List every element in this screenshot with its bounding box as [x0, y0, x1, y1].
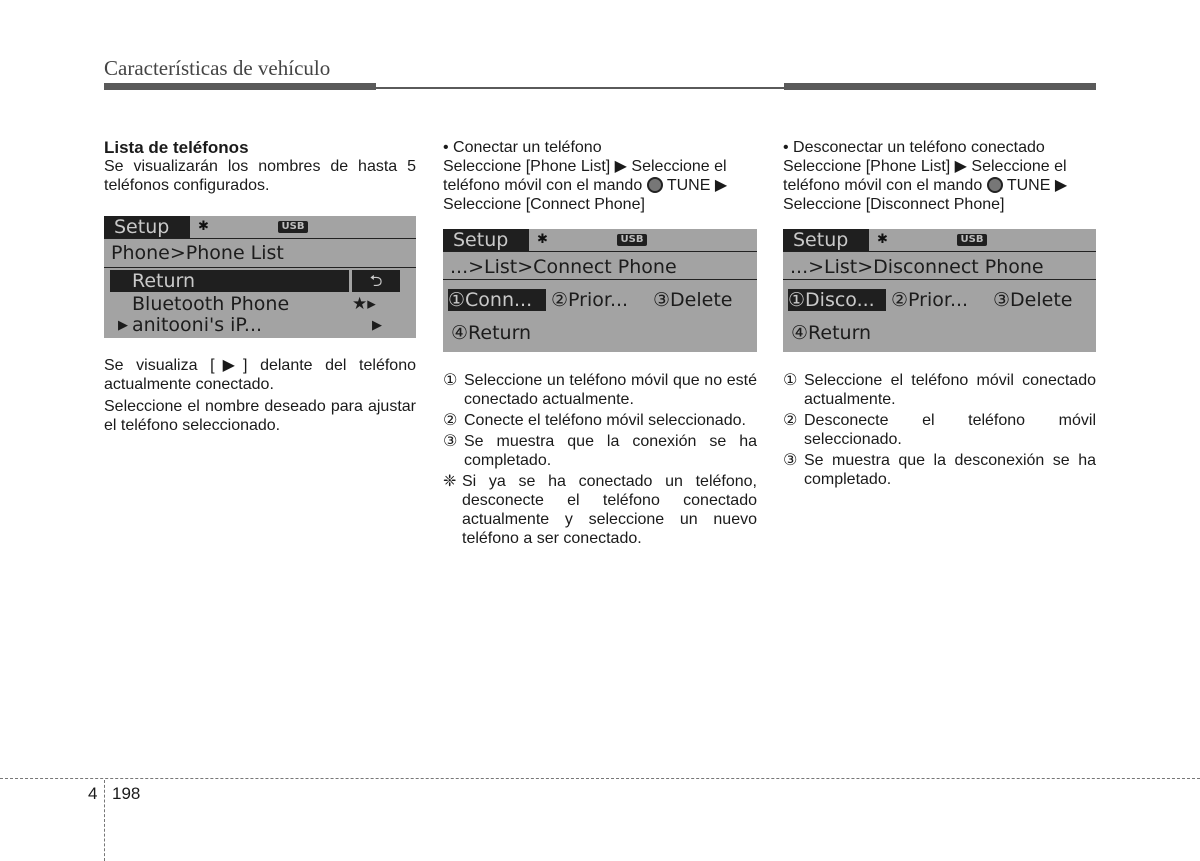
column-phone-list — [104, 138, 416, 195]
lcd-separator — [443, 279, 757, 280]
section-title: Lista de teléfonos — [104, 138, 249, 157]
note-item — [443, 472, 757, 548]
header-title: Características de vehículo — [104, 56, 331, 80]
option-priority[interactable]: ②Prior... — [891, 289, 969, 311]
lcd-phone-list-screen — [104, 216, 416, 338]
lcd-tab-bar — [443, 229, 757, 252]
connect-heading: • Conectar un teléfono — [443, 139, 602, 156]
column-disconnect-phone — [783, 138, 1096, 214]
disconnect-instruction-1: Seleccione [Phone List] ▶ Seleccione el — [783, 158, 1067, 175]
setup-tab: Setup — [443, 229, 529, 251]
option-connect[interactable]: ①Conn... — [448, 289, 546, 311]
lcd-path: ...>List>Disconnect Phone — [790, 256, 1044, 278]
disconnect-instruction-2 — [783, 176, 1096, 195]
step-item — [783, 411, 1096, 449]
list-item-connected-phone[interactable]: anitooni's iP... — [132, 314, 263, 336]
header-rule-left — [104, 83, 376, 90]
setup-tab: Setup — [104, 216, 190, 238]
disconnect-steps — [783, 371, 1096, 491]
option-return[interactable]: ④Return — [451, 322, 532, 344]
option-priority[interactable]: ②Prior... — [551, 289, 629, 311]
connect-instruction-2 — [443, 176, 757, 195]
column-connect-phone — [443, 138, 757, 214]
disconnect-heading: • Desconectar un teléfono conectado — [783, 139, 1045, 156]
bluetooth-icon: ✱ — [877, 232, 888, 247]
disconnect-instruction-2b: TUNE ▶ — [1006, 177, 1068, 194]
lcd-path: Phone>Phone List — [111, 242, 284, 264]
usb-icon: USB — [278, 221, 308, 233]
lcd-separator — [104, 267, 416, 268]
step-item — [443, 432, 757, 470]
step-text: Conecte el teléfono móvil seleccionado. — [464, 412, 746, 429]
step-text: Seleccione el teléfono móvil conectado actualmente. — [804, 372, 1096, 408]
setup-tab: Setup — [783, 229, 869, 251]
disconnect-instruction-3: Seleccione [Disconnect Phone] — [783, 196, 1005, 213]
step-number-3: ③ — [783, 452, 798, 469]
select-name-note: Seleccione el nombre deseado para ajustar el teléfono seleccionado. — [104, 398, 416, 434]
lcd-tab-bar — [783, 229, 1096, 252]
step-text: Desconecte el teléfono móvil seleccionado. — [804, 412, 1096, 448]
page-number: 198 — [112, 784, 141, 803]
footer-dashed-rule — [0, 778, 1200, 779]
intro-paragraph: Se visualizarán los nombres de hasta 5 teléfonos configurados. — [104, 158, 416, 194]
usb-icon: USB — [957, 234, 987, 246]
step-number-3: ③ — [443, 433, 458, 450]
option-delete[interactable]: ③Delete — [653, 289, 733, 311]
step-item — [443, 371, 757, 409]
lcd-tab-bar — [104, 216, 416, 239]
list-item-return[interactable]: Return — [110, 270, 349, 292]
connect-instruction-2b: TUNE ▶ — [666, 177, 728, 194]
tune-knob-icon — [987, 177, 1003, 193]
connected-marker-icon: ▶ — [118, 318, 128, 333]
option-delete[interactable]: ③Delete — [993, 289, 1073, 311]
usb-icon: USB — [617, 234, 647, 246]
step-number-2: ② — [443, 412, 458, 429]
connect-instruction-2a: teléfono móvil con el mando — [443, 177, 643, 194]
header-rule-middle — [376, 87, 784, 89]
step-number-1: ① — [783, 372, 798, 389]
step-text: Se muestra que la conexión se ha completado. — [464, 433, 757, 469]
note-text: Si ya se ha conectado un teléfono, desconecte el teléfono conectado actualmente y seleccione un nuevo teléfono a ser conectado. — [462, 473, 757, 547]
lcd-connect-screen — [443, 229, 757, 352]
step-item — [783, 371, 1096, 409]
lcd-separator — [783, 279, 1096, 280]
tune-knob-icon — [647, 177, 663, 193]
return-arrow-icon: ⮌ — [352, 270, 400, 292]
step-number-1: ① — [443, 372, 458, 389]
option-disconnect[interactable]: ①Disco... — [788, 289, 886, 311]
lcd-disconnect-screen — [783, 229, 1096, 352]
connect-instruction-1: Seleccione [Phone List] ▶ Seleccione el — [443, 158, 727, 175]
lcd-path: ...>List>Connect Phone — [450, 256, 677, 278]
option-return[interactable]: ④Return — [791, 322, 872, 344]
step-text: Se muestra que la desconexión se ha completado. — [804, 452, 1096, 488]
bluetooth-icon: ✱ — [537, 232, 548, 247]
connect-steps — [443, 371, 757, 550]
chevron-right-icon: ▶ — [372, 318, 382, 333]
connected-marker-note: Se visualiza [▶] delante del teléfono actualmente conectado. — [104, 357, 416, 393]
note-mark: ❈ — [443, 473, 457, 490]
header-rule-right — [784, 83, 1096, 90]
column-phone-list-notes — [104, 356, 416, 435]
footer-dashed-divider — [104, 780, 105, 861]
step-item — [783, 451, 1096, 489]
step-number-2: ② — [783, 412, 798, 429]
chapter-number: 4 — [88, 784, 98, 803]
step-item — [443, 411, 757, 430]
list-item-bluetooth-phone[interactable]: Bluetooth Phone — [132, 293, 290, 315]
connect-instruction-3: Seleccione [Connect Phone] — [443, 196, 645, 213]
star-arrow-icon: ★▸ — [352, 294, 376, 314]
bluetooth-icon: ✱ — [198, 219, 209, 234]
disconnect-instruction-2a: teléfono móvil con el mando — [783, 177, 983, 194]
step-text: Seleccione un teléfono móvil que no esté conectado actualmente. — [464, 372, 757, 408]
